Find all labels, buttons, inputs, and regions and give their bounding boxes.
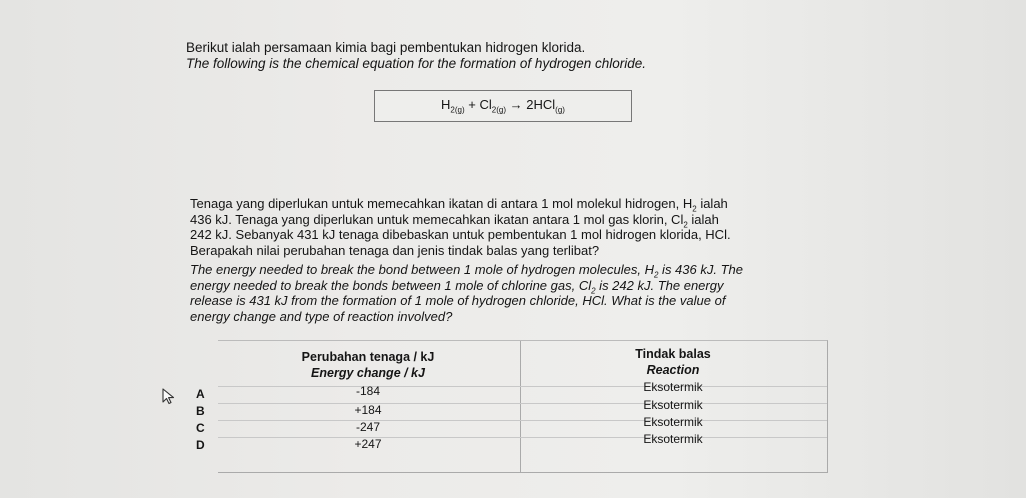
text-span: ialah — [687, 211, 719, 227]
option-d-energy-change: +247 — [354, 437, 382, 451]
subscript: 2 — [692, 204, 697, 214]
question-ms-line-3: 242 kJ. Sebanyak 431 kJ tenaga dibebaskan untuk pembentukan 1 mol hidrogen klorida, HCl. — [190, 227, 731, 243]
option-c-energy-change: -247 — [355, 420, 381, 434]
option-a-reaction: Eksotermik — [643, 380, 703, 394]
answer-table — [218, 340, 828, 473]
equation — [441, 97, 565, 115]
option-c-letter[interactable]: C — [196, 421, 205, 435]
intro-english: The following is the chemical equation for the formation of hydrogen chloride. — [186, 56, 647, 71]
option-b-letter[interactable]: B — [196, 404, 205, 418]
equation-hcl-state: (g) — [555, 105, 565, 115]
question-en-line-3: release is 431 kJ from the formation of 1 mole of hydrogen chloride, HCl. What is the value of — [190, 293, 726, 309]
equation-h2-state: 2(g) — [450, 105, 465, 115]
text-span: Tenaga yang diperlukan untuk memecahkan ikatan di antara 1 mol molekul hidrogen, H — [190, 196, 693, 211]
question-malay — [190, 196, 830, 258]
option-a-energy-change: -184 — [355, 384, 381, 398]
equation-hcl: 2HCl — [526, 97, 556, 113]
text-span: 436 kJ. Tenaga yang diperlukan untuk memecahkan ikatan antara 1 mol gas klorin, Cl — [190, 211, 684, 227]
header-reaction-ms: Tindak balas — [635, 347, 711, 361]
option-b-energy-change: +184 — [354, 403, 382, 417]
mouse-cursor-icon — [160, 387, 178, 405]
option-c-reaction: Eksotermik — [643, 415, 703, 429]
equation-arrow: → — [509, 97, 523, 113]
header-reaction-en: Reaction — [646, 363, 700, 377]
option-b-reaction: Eksotermik — [643, 398, 703, 412]
option-d-letter[interactable]: D — [196, 438, 205, 452]
header-energy-change-ms: Perubahan tenaga / kJ — [301, 350, 435, 364]
equation-h2: H — [441, 97, 451, 113]
question-ms-line-4: Berapakah nilai perubahan tenaga dan jenis tindak balas yang terlibat? — [190, 242, 600, 258]
text-span: is 436 kJ. The — [658, 262, 743, 277]
equation-cl2-state: 2(g) — [491, 105, 507, 115]
text-span: The energy needed to break the bond between 1 mole of hydrogen molecules, H — [190, 262, 654, 277]
question-en-line-2 — [190, 278, 830, 294]
intro-text — [186, 40, 646, 72]
intro-malay: Berikut ialah persamaan kimia bagi pembentukan hidrogen klorida. — [186, 40, 586, 55]
option-a-letter[interactable]: A — [196, 387, 205, 401]
subscript: 2 — [591, 286, 596, 296]
subscript: 2 — [683, 220, 688, 230]
equation-plus: + — [468, 97, 476, 113]
text-span: ialah — [696, 196, 728, 211]
question-ms-line-2 — [190, 212, 830, 228]
text-span: is 242 kJ. The energy — [595, 277, 724, 293]
question-en-line-1 — [190, 262, 830, 278]
question-english — [190, 262, 830, 324]
subscript: 2 — [653, 270, 659, 280]
equation-cl2: Cl — [479, 97, 492, 113]
text-span: energy needed to break the bonds between 1 mole of chlorine gas, Cl — [190, 277, 592, 293]
option-d-reaction: Eksotermik — [643, 432, 703, 446]
column-divider — [520, 341, 521, 472]
header-reaction — [523, 346, 823, 378]
header-energy-change — [218, 349, 518, 381]
header-energy-change-en: Energy change / kJ — [311, 366, 425, 380]
question-ms-line-1 — [190, 196, 830, 212]
chemical-equation-box — [374, 90, 632, 122]
question-en-line-4: energy change and type of reaction involved? — [190, 308, 453, 324]
